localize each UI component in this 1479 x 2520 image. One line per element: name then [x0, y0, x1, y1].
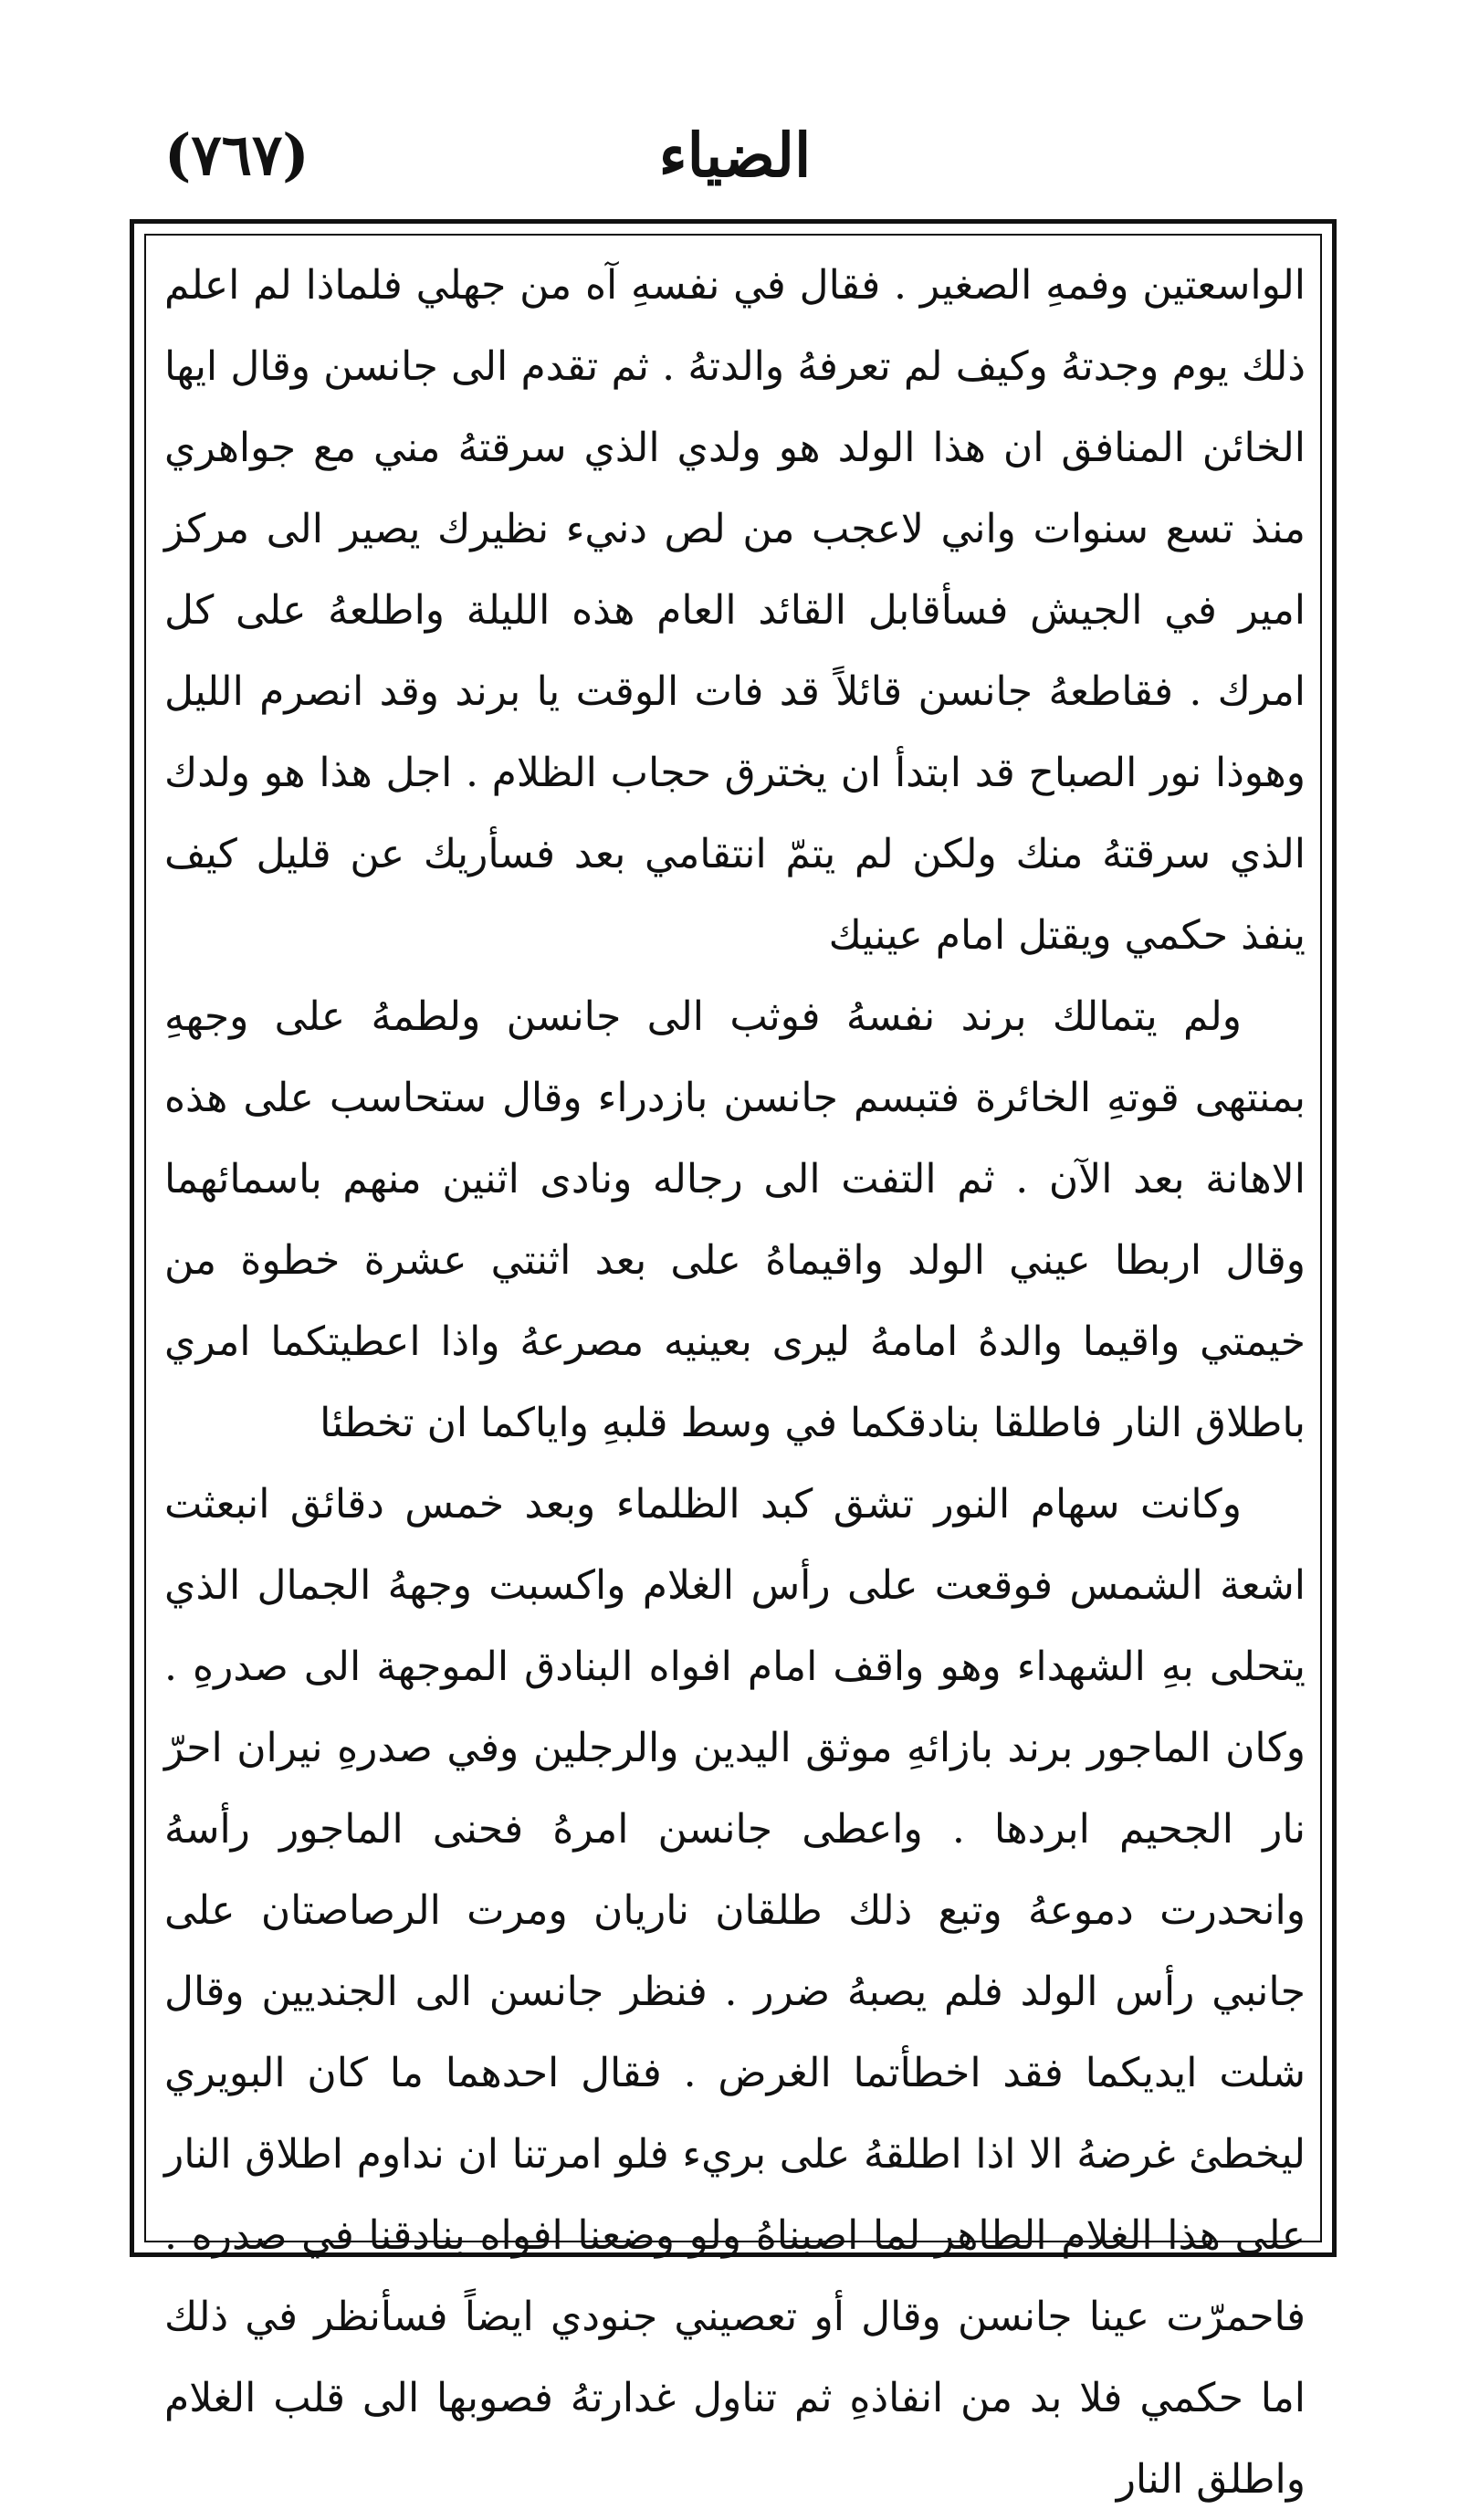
paragraph-2: ولم يتمالك برند نفسهُ فوثب الى جانسن ولطمهُ على وجههِ بمنتهى قوتهِ الخائرة فتبسم جانسن بازدراء وقال ستحاسب على هذه الاهانة بعد الآن . ثم التفت الى رجاله ونادى اثنين منهم باسمائهما وقال اربطا عيني الولد واقيماهُ على بعد اثنتي عشرة خطوة من خيمتي واقيما والدهُ امامهُ ليرى بعينيه مصرعهُ واذا اعطيتكما امري باطلاق النار فاطلقا بنادقكما في وسط قلبهِ واياكما ان تخطئا [164, 993, 1306, 1446]
paragraph-3: وكانت سهام النور تشق كبد الظلماء وبعد خمس دقائق انبعثت اشعة الشمس فوقعت على رأس الغلام واكسبت وجههُ الجمال الذي يتحلى بهِ الشهداء وهو واقف امام افواه البنادق الموجهة الى صدرهِ . وكان الماجور برند بازائهِ موثق اليدين والرجلين وفي صدرهِ نيران احرّ نار الجحيم ابردها . واعطى جانسن امرهُ فحنى الماجور رأسهُ وانحدرت دموعهُ وتبع ذلك طلقان ناريان ومرت الرصاصتان على جانبي رأس الولد فلم يصبهُ ضرر . فنظر جانسن الى الجنديين وقال شلت ايديكما فقد اخطأتما الغرض . فقال احدهما ما كان البويري ليخطئ غرضهُ الا اذا اطلقهُ على بريء فلو امرتنا ان نداوم اطلاق النار على هذا الغلام الطاهر لما اصبناهُ ولو وضعنا افواه بنادقنا في صدرهِ . فاحمرّت عينا جانسن وقال أو تعصيني جنودي ايضاً فسأنظر في ذلك اما حكمي فلا بد من انفاذهِ ثم تناول غدارتهُ فصوبها الى قلب الغلام واطلق النار [164, 1481, 1306, 2503]
paragraph-1: الواسعتين وفمهِ الصغير . فقال في نفسهِ آه من جهلي فلماذا لم اعلم ذلك يوم وجدتهُ وكيف لم تعرفهُ والدتهُ . ثم تقدم الى جانسن وقال ايها الخائن المنافق ان هذا الولد هو ولدي الذي سرقتهُ مني مع جواهري منذ تسع سنوات واني لاعجب من لص دنيء نظيرك يصير الى مركز امير في الجيش فسأقابل القائد العام هذه الليلة واطلعهُ على كل امرك . فقاطعهُ جانسن قائلاً قد فات الوقت يا برند وقد انصرم الليل وهوذا نور الصباح قد ابتدأ ان يخترق حجاب الظلام . اجل هذا هو ولدك الذي سرقتهُ منك ولكن لم يتمّ انتقامي بعد فسأريك عن قليل كيف ينفذ حكمي ويقتل امام عينيك [164, 262, 1306, 959]
body-text [164, 245, 1306, 2503]
page-header [137, 110, 1333, 210]
running-title: الضياء [658, 120, 812, 191]
page-number: (٧٦٧) [164, 121, 309, 188]
